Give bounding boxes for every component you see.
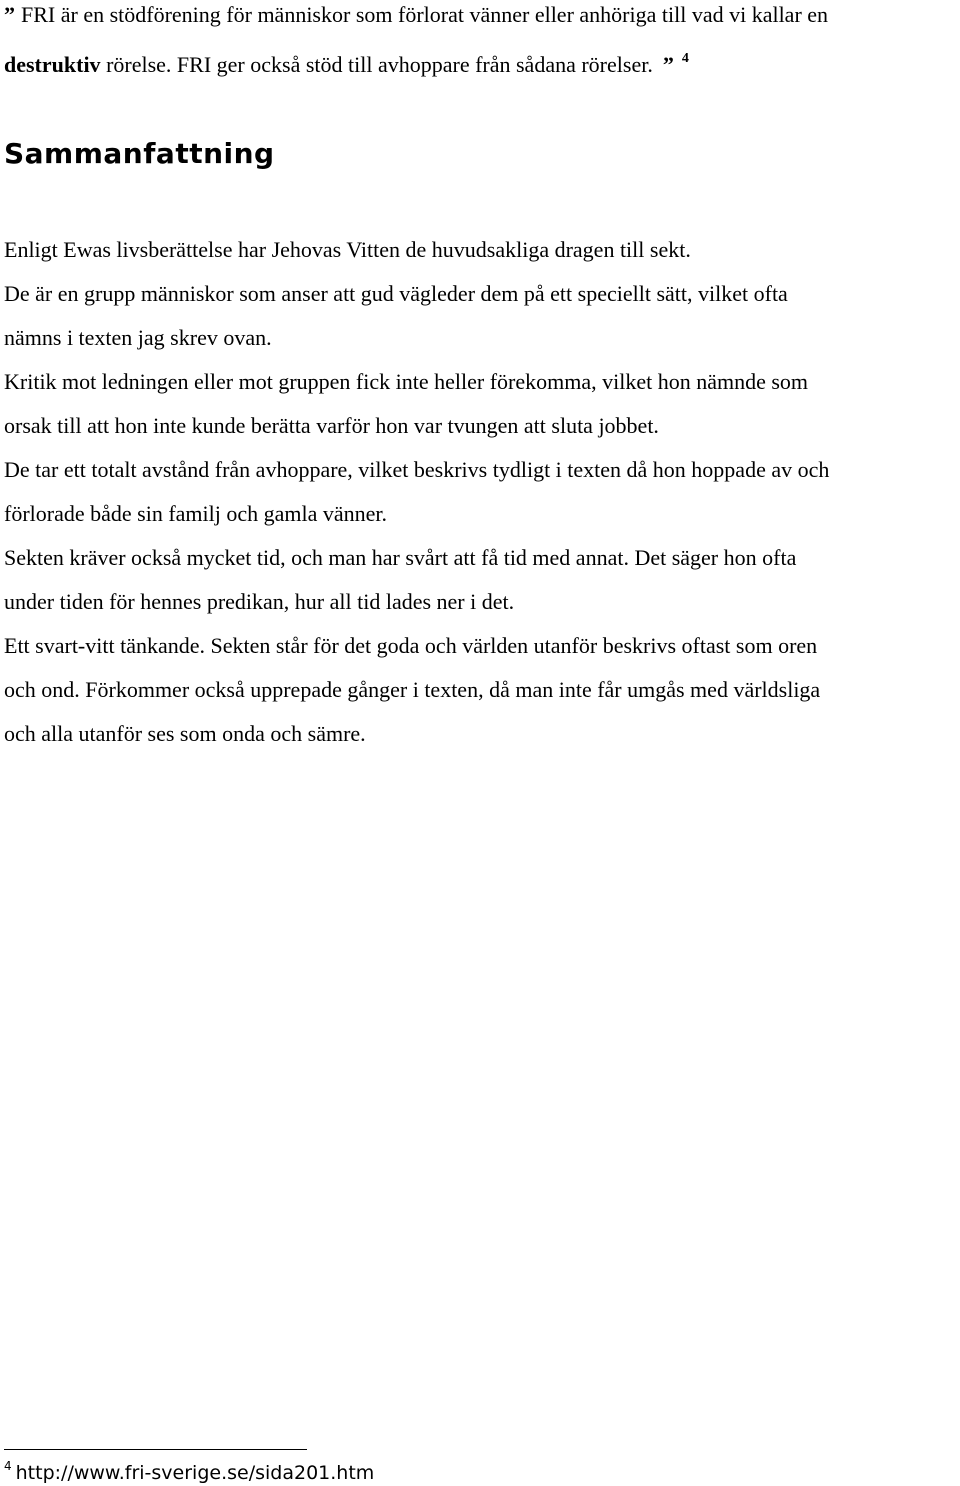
summary-line: De tar ett totalt avstånd från avhoppare, vilket beskrivs tydligt i texten då hon hoppade av och [4,457,830,482]
closing-quote-mark: ” [4,2,15,27]
summary-line: Enligt Ewas livsberättelse har Jehovas Vitten de huvudsakliga dragen till sekt. [4,237,691,262]
intro-text-1: FRI är en stödförening för människor som förlorat vänner eller anhöriga till vad vi kallar en [21,2,829,27]
intro-text-2: rörelse. FRI ger också stöd till avhoppare från sådana rörelser. [100,52,653,77]
intro-line-1 [4,0,828,30]
footnote-reference[interactable]: 4 [681,51,689,66]
footnote-number: 4 [4,1459,12,1473]
summary-line: Sekten kräver också mycket tid, och man har svårt att få tid med annat. Det säger hon ofta [4,545,797,570]
footnote [4,1453,374,1486]
summary-line: förlorade både sin familj och gamla vänner. [4,501,388,526]
summary-line: Ett svart-vitt tänkande. Sekten står för det goda och världen utanför beskrivs oftast som oren [4,633,818,658]
footnote-link[interactable]: http://www.fri-sverige.se/sida201.htm [15,1462,375,1484]
summary-body [4,228,960,756]
summary-line: och ond. Förkommer också upprepade gånger i texten, då man inte får umgås med världsliga [4,677,821,702]
summary-line: De är en grupp människor som anser att gud vägleder dem på ett speciellt sätt, vilket ofta [4,281,788,306]
footnote-divider [4,1449,307,1450]
intro-line-2 [4,44,689,80]
summary-line: orsak till att hon inte kunde berätta varför hon var tvungen att sluta jobbet. [4,413,659,438]
section-heading: Sammanfattning [4,137,275,170]
summary-line: Kritik mot ledningen eller mot gruppen fick inte heller förekomma, vilket hon nämnde som [4,369,809,394]
summary-line: nämns i texten jag skrev ovan. [4,325,272,350]
summary-line: och alla utanför ses som onda och sämre. [4,721,366,746]
summary-line: under tiden för hennes predikan, hur all tid lades ner i det. [4,589,515,614]
intro-bold-word: destruktiv [4,52,101,77]
closing-quote-mark-2: ” [662,52,674,77]
